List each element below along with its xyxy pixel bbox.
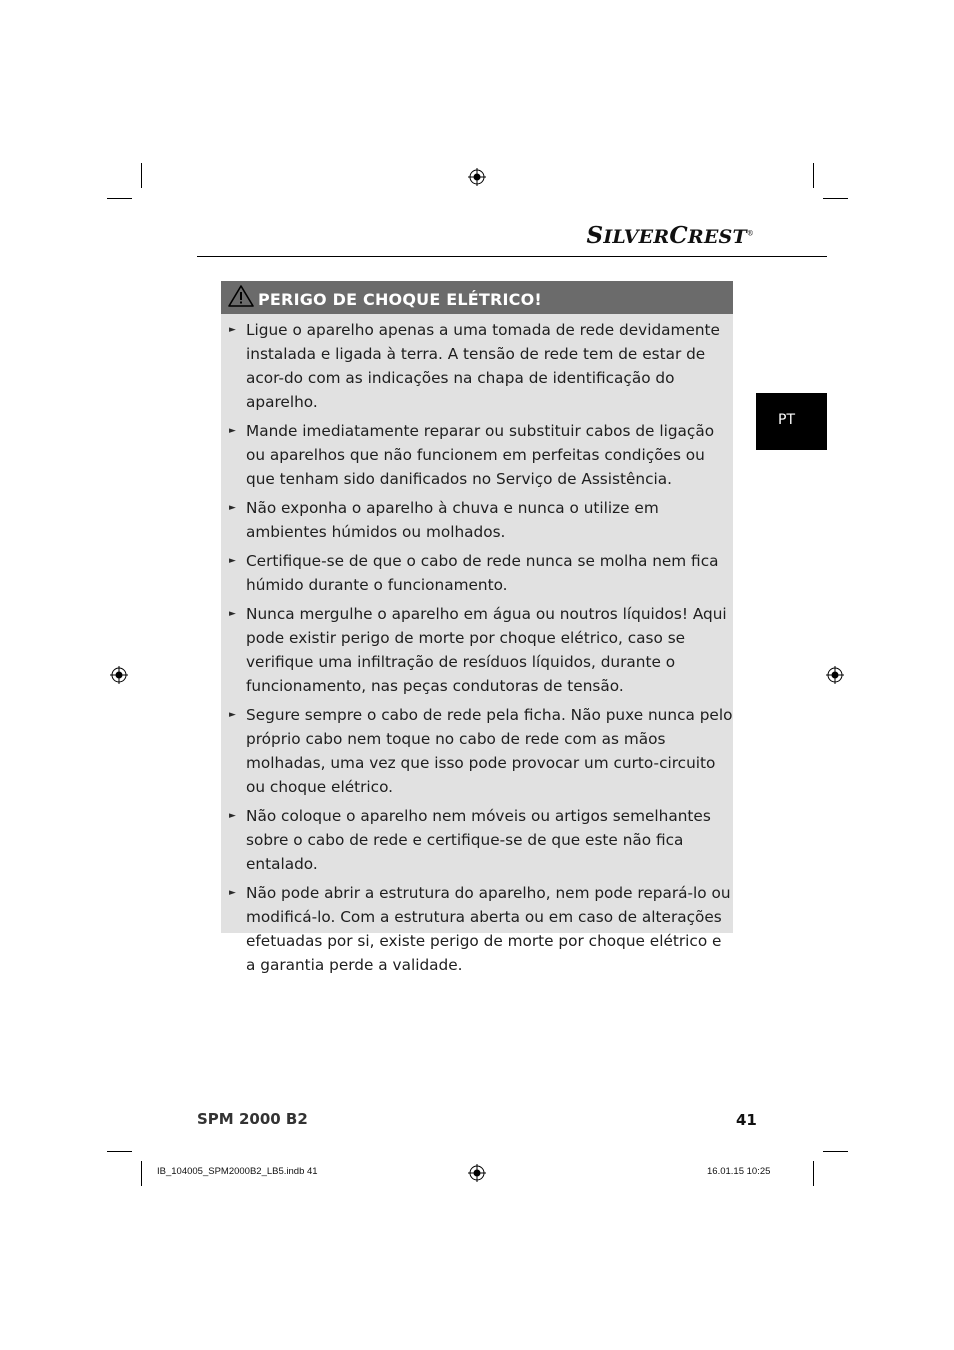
list-item: ► Certifique-se de que o cabo de rede nunca se molha nem fica húmido durante o funcionamento. (221, 549, 733, 597)
page-number: 41 (736, 1111, 757, 1129)
list-item: ► Mande imediatamente reparar ou substituir cabos de ligação ou aparelhos que não funcionem em perfeitas condições ou que tenham sido danificados no Serviço de Assistência. (221, 419, 733, 491)
list-item: ► Não pode abrir a estrutura do aparelho, nem pode repará-lo ou modificá-lo. Com a estrutura aberta ou em caso de alterações efetuadas por si, existe perigo de morte por choque elétrico e a garantia perde a validade. (221, 881, 733, 977)
registration-mark-icon (468, 168, 486, 186)
list-item: ► Não exponha o aparelho à chuva e nunca o utilize em ambientes húmidos ou molhados. (221, 496, 733, 544)
language-tab (756, 393, 827, 450)
warning-header (221, 281, 733, 314)
bullet-arrow-icon: ► (229, 325, 236, 335)
crop-mark (141, 1161, 142, 1186)
print-slug-file: IB_104005_SPM2000B2_LB5.indb 41 (157, 1166, 318, 1177)
bullet-arrow-icon: ► (229, 888, 236, 898)
bullet-arrow-icon: ► (229, 503, 236, 513)
warning-title: PERIGO DE CHOQUE ELÉTRICO! (258, 290, 542, 309)
registration-mark-icon (826, 666, 844, 684)
model-number: SPM 2000 B2 (197, 1110, 308, 1128)
language-tab-label: PT (778, 412, 795, 428)
warning-list (221, 318, 733, 982)
list-item: ► Não coloque o aparelho nem móveis ou artigos semelhantes sobre o cabo de rede e certifique-se de que este não fica entalado. (221, 804, 733, 876)
crop-mark (813, 1161, 814, 1186)
bullet-arrow-icon: ► (229, 710, 236, 720)
warning-box (221, 281, 733, 974)
warning-triangle-icon (228, 285, 254, 307)
list-item: ► Nunca mergulhe o aparelho em água ou noutros líquidos! Aqui pode existir perigo de morte por choque elétrico, caso se verifique uma infiltração de resíduos líquidos, durante o funcionamento, nas peças condutoras de tensão. (221, 602, 733, 698)
bullet-arrow-icon: ► (229, 556, 236, 566)
crop-mark (823, 1151, 848, 1152)
list-item: ► Ligue o aparelho apenas a uma tomada de rede devidamente instalada e ligada à terra. A tensão de rede tem de estar de acor-do com as indicações na chapa de identificação do aparelho. (221, 318, 733, 414)
list-item: ► Segure sempre o cabo de rede pela ficha. Não puxe nunca pelo próprio cabo nem toque no cabo de rede com as mãos molhadas, uma vez que isso pode provocar um curto-circuito ou choque elétrico. (221, 703, 733, 799)
crop-mark (823, 198, 848, 199)
brand-logo: SILVERCREST® (586, 222, 754, 249)
crop-mark (107, 1151, 132, 1152)
bullet-arrow-icon: ► (229, 426, 236, 436)
bullet-arrow-icon: ► (229, 811, 236, 821)
registration-mark-icon (110, 666, 128, 684)
bullet-arrow-icon: ► (229, 609, 236, 619)
crop-mark (107, 198, 132, 199)
registration-mark-icon (468, 1164, 486, 1182)
crop-mark (813, 163, 814, 188)
crop-mark (141, 163, 142, 188)
header-rule (197, 256, 827, 257)
print-slug-date: 16.01.15 10:25 (707, 1166, 771, 1177)
